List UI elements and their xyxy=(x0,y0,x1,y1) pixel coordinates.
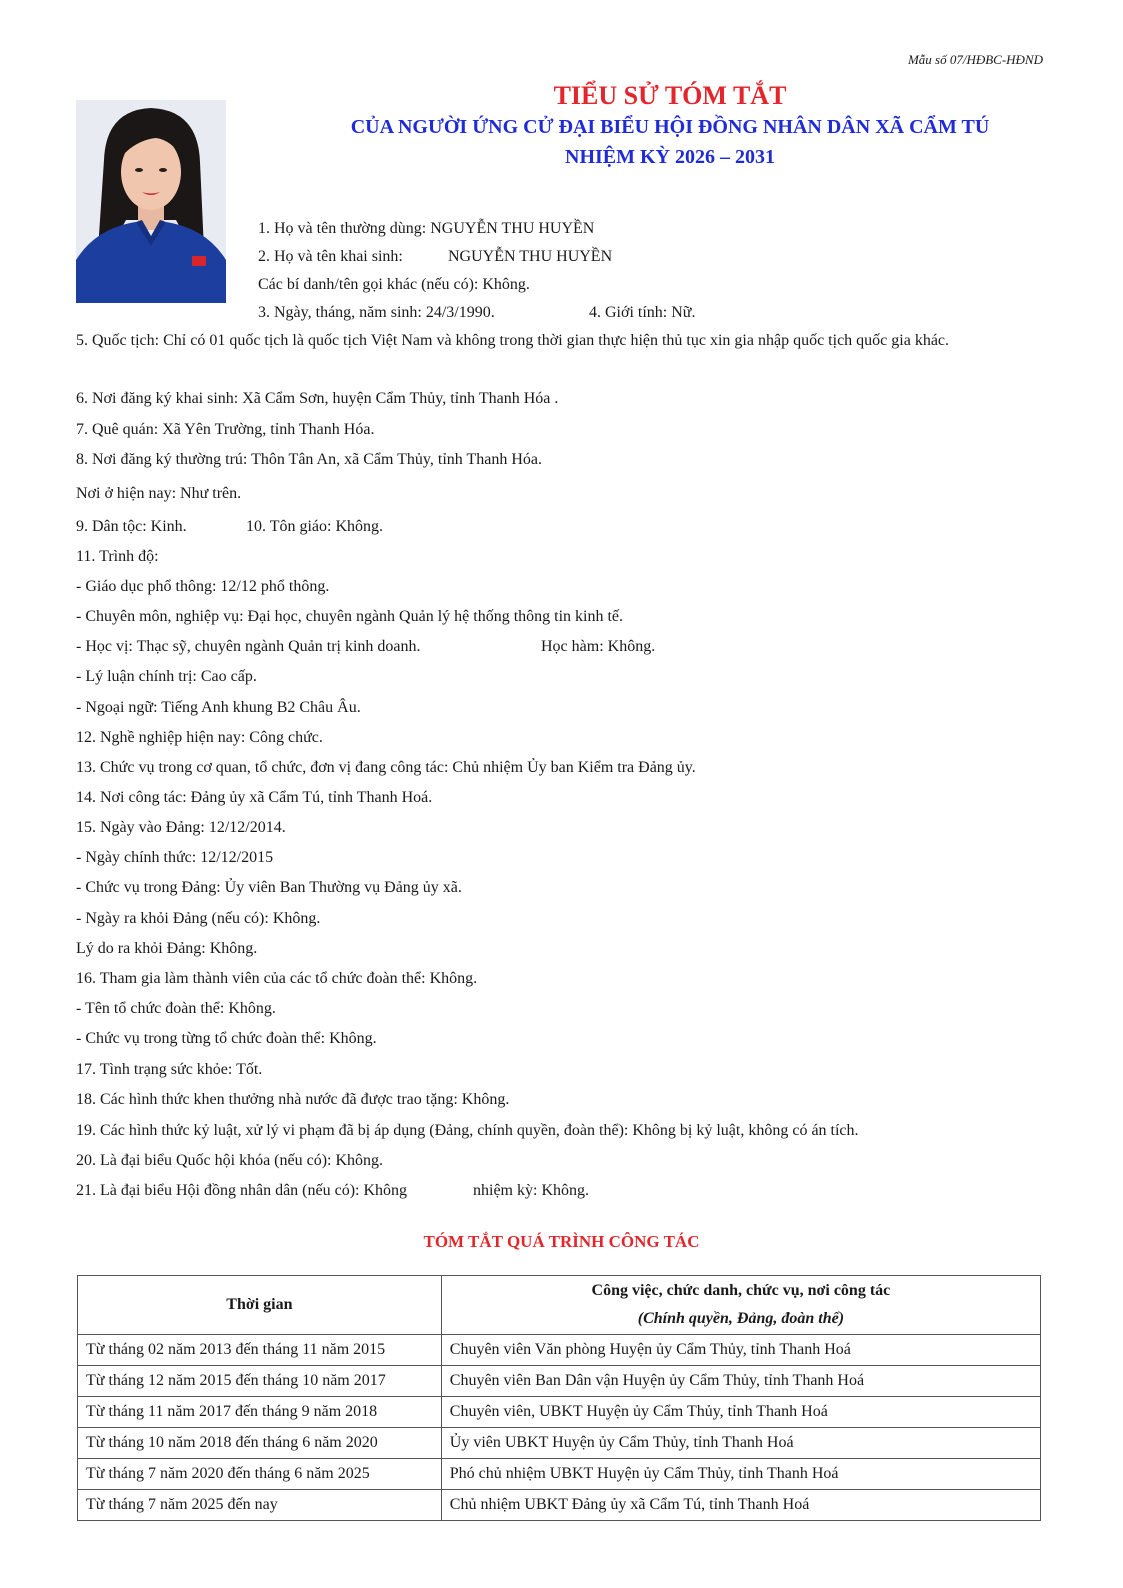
table-row xyxy=(78,1490,1041,1521)
document-subtitle: CỦA NGƯỜI ỨNG CỬ ĐẠI BIỂU HỘI ĐỒNG NHÂN DÂN XÃ CẨM TÚ xyxy=(350,116,990,138)
bio-current-residence: Nơi ở hiện nay: Như trên. xyxy=(76,485,242,502)
bio-council-delegate: 21. Là đại biểu Hội đồng nhân dân (nếu có): Không xyxy=(76,1182,408,1199)
row-job: Chuyên viên Ban Dân vận Huyện ủy Cẩm Thủy, tỉnh Thanh Hoá xyxy=(441,1366,1040,1397)
row-job: Ủy viên UBKT Huyện ủy Cẩm Thủy, tỉnh Thanh Hoá xyxy=(441,1428,1040,1459)
bio-party-leave-date: - Ngày ra khỏi Đảng (nếu có): Không. xyxy=(76,910,321,927)
bio-birth-registration: 6. Nơi đăng ký khai sinh: Xã Cẩm Sơn, huyện Cẩm Thủy, tỉnh Thanh Hóa . xyxy=(76,390,559,407)
bio-position: 13. Chức vụ trong cơ quan, tổ chức, đơn vị đang công tác: Chủ nhiệm Ủy ban Kiểm tra Đảng ủy. xyxy=(76,759,696,776)
bio-party-leave-reason: Lý do ra khỏi Đảng: Không. xyxy=(76,940,258,957)
bio-workplace: 14. Nơi công tác: Đảng ủy xã Cẩm Tú, tỉnh Thanh Hoá. xyxy=(76,789,433,806)
bio-permanent-residence: 8. Nơi đăng ký thường trú: Thôn Tân An, xã Cẩm Thủy, tỉnh Thanh Hóa. xyxy=(76,451,542,468)
bio-birth-name-value: NGUYỄN THU HUYỀN xyxy=(448,248,613,265)
bio-awards: 18. Các hình thức khen thưởng nhà nước đã được trao tặng: Không. xyxy=(76,1091,510,1108)
bio-organization-name: - Tên tổ chức đoàn thể: Không. xyxy=(76,1000,276,1017)
header-job-line1: Công việc, chức danh, chức vụ, nơi công tác xyxy=(591,1282,891,1299)
bio-religion: 10. Tôn giáo: Không. xyxy=(246,518,384,535)
row-time: Từ tháng 10 năm 2018 đến tháng 6 năm 2020 xyxy=(78,1428,442,1459)
row-time: Từ tháng 7 năm 2020 đến tháng 6 năm 2025 xyxy=(78,1459,442,1490)
bio-nationality: 5. Quốc tịch: Chỉ có 01 quốc tịch là quốc tịch Việt Nam và không trong thời gian thực hiện thủ tục xin gia nhập quốc tịch quốc gia khác. xyxy=(76,332,950,349)
bio-hometown: 7. Quê quán: Xã Yên Trường, tỉnh Thanh Hóa. xyxy=(76,421,375,438)
row-job: Chủ nhiệm UBKT Đảng ủy xã Cẩm Tú, tỉnh Thanh Hoá xyxy=(441,1490,1040,1521)
bio-date-of-birth: 3. Ngày, tháng, năm sinh: 24/3/1990. xyxy=(258,304,495,321)
row-time: Từ tháng 7 năm 2025 đến nay xyxy=(78,1490,442,1521)
table-row xyxy=(78,1397,1041,1428)
bio-general-education: - Giáo dục phổ thông: 12/12 phổ thông. xyxy=(76,578,330,595)
header-job-line2: (Chính quyền, Đảng, đoàn thể) xyxy=(637,1310,845,1327)
row-job: Chuyên viên, UBKT Huyện ủy Cẩm Thủy, tỉnh Thanh Hoá xyxy=(441,1397,1040,1428)
bio-political-theory: - Lý luận chính trị: Cao cấp. xyxy=(76,668,257,685)
bio-organization-position: - Chức vụ trong từng tổ chức đoàn thể: Không. xyxy=(76,1030,377,1047)
bio-party-position: - Chức vụ trong Đảng: Ủy viên Ban Thường vụ Đảng ủy xã. xyxy=(76,879,462,896)
bio-national-assembly: 20. Là đại biểu Quốc hội khóa (nếu có): Không. xyxy=(76,1152,384,1169)
form-number: Mẫu số 07/HĐBC-HĐND xyxy=(907,52,1043,67)
row-time: Từ tháng 11 năm 2017 đến tháng 9 năm 2018 xyxy=(78,1397,442,1428)
table-row xyxy=(78,1428,1041,1459)
work-history-title: TÓM TẮT QUÁ TRÌNH CÔNG TÁC xyxy=(423,1232,700,1251)
bio-professional-education: - Chuyên môn, nghiệp vụ: Đại học, chuyên ngành Quản lý hệ thống thông tin kinh tế. xyxy=(76,608,624,625)
header xyxy=(260,80,1080,172)
row-time: Từ tháng 12 năm 2015 đến tháng 10 năm 2017 xyxy=(78,1366,442,1397)
work-history-table xyxy=(77,1275,1041,1521)
bio-birth-name-label: 2. Họ và tên khai sinh: xyxy=(258,248,403,265)
table-row xyxy=(78,1459,1041,1490)
bio-occupation: 12. Nghề nghiệp hiện nay: Công chức. xyxy=(76,729,323,746)
table-header-row xyxy=(78,1276,1041,1335)
bio-council-term: nhiệm kỳ: Không. xyxy=(473,1182,589,1199)
bio-foreign-language: - Ngoại ngữ: Tiếng Anh khung B2 Châu Âu. xyxy=(76,699,361,716)
document-term: NHIỆM KỲ 2026 – 2031 xyxy=(565,146,775,168)
portrait-icon xyxy=(76,100,226,303)
bio-organizations: 16. Tham gia làm thành viên của các tổ chức đoàn thể: Không. xyxy=(76,970,478,987)
bio-discipline: 19. Các hình thức kỷ luật, xử lý vi phạm đã bị áp dụng (Đảng, chính quyền, đoàn thể): Không bị kỷ luật, không có án tích. xyxy=(76,1122,859,1139)
document-title: TIỂU SỬ TÓM TẮT xyxy=(553,81,787,110)
bio-party-official-date: - Ngày chính thức: 12/12/2015 xyxy=(76,849,274,866)
bio-health: 17. Tình trạng sức khỏe: Tốt. xyxy=(76,1061,263,1078)
bio-academic-title: Học hàm: Không. xyxy=(541,638,656,655)
row-time: Từ tháng 02 năm 2013 đến tháng 11 năm 2015 xyxy=(78,1335,442,1366)
row-job: Phó chủ nhiệm UBKT Huyện ủy Cẩm Thủy, tỉnh Thanh Hoá xyxy=(441,1459,1040,1490)
table-row xyxy=(78,1335,1041,1366)
row-job: Chuyên viên Văn phòng Huyện ủy Cẩm Thủy, tỉnh Thanh Hoá xyxy=(441,1335,1040,1366)
bio-common-name: 1. Họ và tên thường dùng: NGUYỄN THU HUYỀN xyxy=(258,220,595,237)
bio-academic-degree: - Học vị: Thạc sỹ, chuyên ngành Quản trị kinh doanh. xyxy=(76,638,421,655)
header-job xyxy=(441,1276,1040,1335)
bio-education-heading: 11. Trình độ: xyxy=(76,548,159,565)
bio-ethnicity: 9. Dân tộc: Kinh. xyxy=(76,518,187,535)
table-row xyxy=(78,1366,1041,1397)
portrait-photo xyxy=(76,100,226,303)
header-time: Thời gian xyxy=(78,1276,442,1335)
bio-aliases: Các bí danh/tên gọi khác (nếu có): Không. xyxy=(258,276,530,293)
bio-party-join-date: 15. Ngày vào Đảng: 12/12/2014. xyxy=(76,819,286,836)
bio-gender: 4. Giới tính: Nữ. xyxy=(589,304,696,321)
